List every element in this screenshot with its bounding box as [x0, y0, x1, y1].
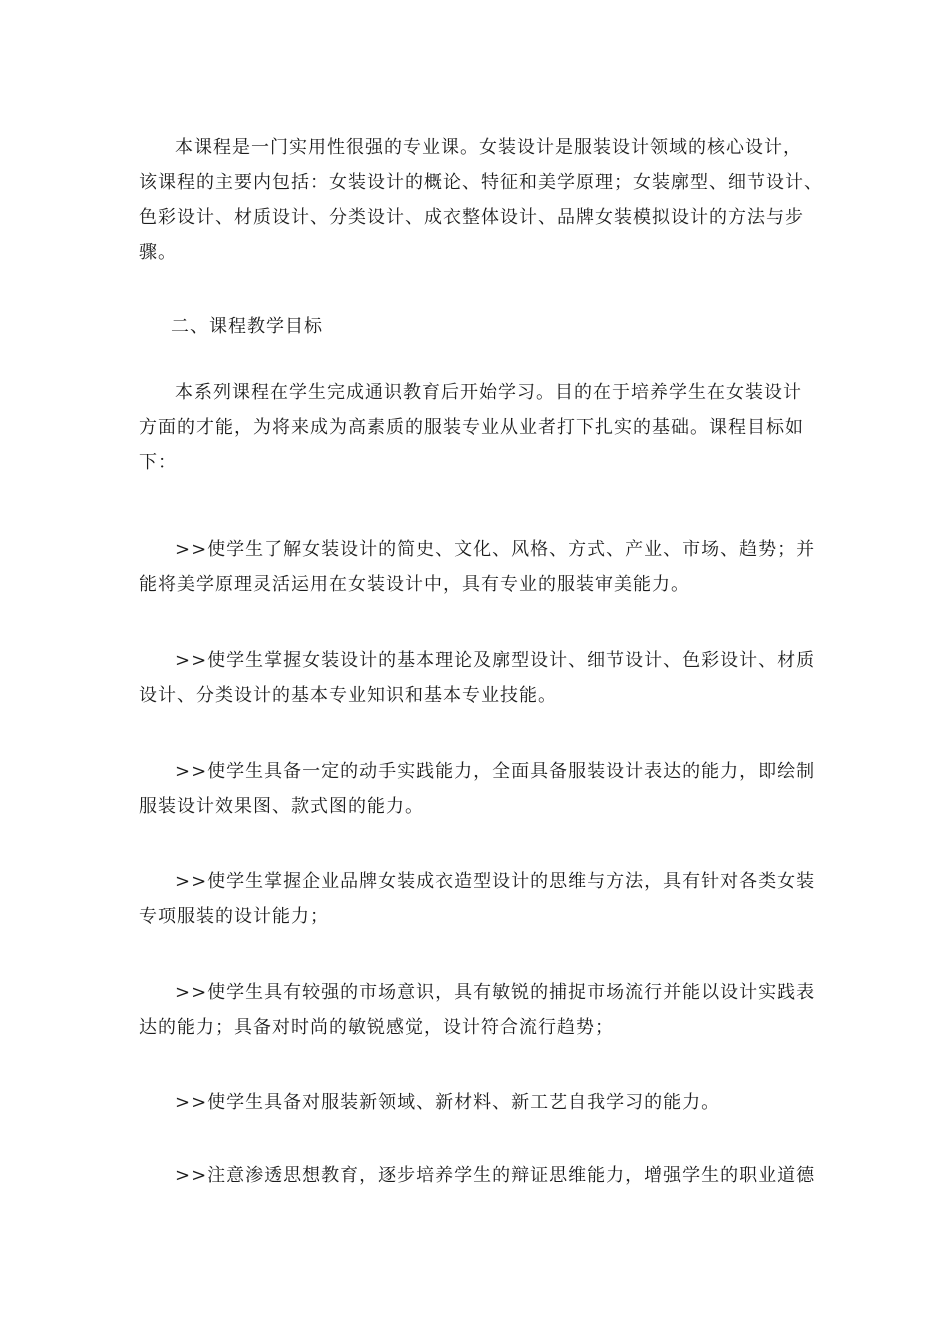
objective-2-line-1: >>使学生掌握女装设计的基本理论及廓型设计、细节设计、色彩设计、材质	[175, 650, 816, 671]
objective-7-line-1: >>注意渗透思想教育，逐步培养学生的辩证思维能力，增强学生的职业道德	[175, 1165, 816, 1186]
objective-5-line-2: 达的能力；具备对时尚的敏锐感觉，设计符合流行趋势；	[139, 1017, 614, 1038]
goals-intro-line-2: 方面的才能，为将来成为高素质的服装专业从业者打下扎实的基础。课程目标如	[139, 417, 804, 438]
objective-item	[139, 1085, 829, 1120]
goals-intro-line-1: 本系列课程在学生完成通识教育后开始学习。目的在于培养学生在女装设计	[175, 382, 802, 403]
objective-item	[139, 1158, 829, 1193]
intro-line-3: 色彩设计、材质设计、分类设计、成衣整体设计、品牌女装模拟设计的方法与步	[139, 207, 804, 228]
objective-item	[139, 975, 829, 1045]
goals-intro-line-3: 下：	[139, 452, 177, 473]
objective-item	[139, 532, 829, 602]
section-heading	[139, 309, 829, 344]
objective-1-line-2: 能将美学原理灵活运用在女装设计中，具有专业的服装审美能力。	[139, 574, 690, 595]
goals-intro-paragraph	[139, 375, 829, 480]
objective-3-line-2: 服装设计效果图、款式图的能力。	[139, 796, 424, 817]
section-heading-text: 二、课程教学目标	[171, 316, 323, 337]
intro-line-4: 骤。	[139, 242, 177, 263]
objective-4-line-1: >>使学生掌握企业品牌女装成衣造型设计的思维与方法，具有针对各类女装	[175, 871, 816, 892]
objective-item	[139, 864, 829, 934]
objective-item	[139, 643, 829, 713]
intro-line-2: 该课程的主要内包括：女装设计的概论、特征和美学原理；女装廓型、细节设计、	[139, 172, 823, 193]
intro-line-1: 本课程是一门实用性很强的专业课。女装设计是服装设计领域的核心设计，	[175, 137, 802, 158]
objective-6-line-1: >>使学生具备对服装新领域、新材料、新工艺自我学习的能力。	[175, 1092, 721, 1113]
objective-item	[139, 754, 829, 824]
intro-paragraph	[139, 130, 829, 270]
objective-3-line-1: >>使学生具备一定的动手实践能力，全面具备服装设计表达的能力，即绘制	[175, 761, 816, 782]
objective-2-line-2: 设计、分类设计的基本专业知识和基本专业技能。	[139, 685, 557, 706]
objective-4-line-2: 专项服装的设计能力；	[139, 906, 329, 927]
objective-1-line-1: >>使学生了解女装设计的简史、文化、风格、方式、产业、市场、趋势；并	[175, 539, 816, 560]
objective-5-line-1: >>使学生具有较强的市场意识，具有敏锐的捕捉市场流行并能以设计实践表	[175, 982, 816, 1003]
